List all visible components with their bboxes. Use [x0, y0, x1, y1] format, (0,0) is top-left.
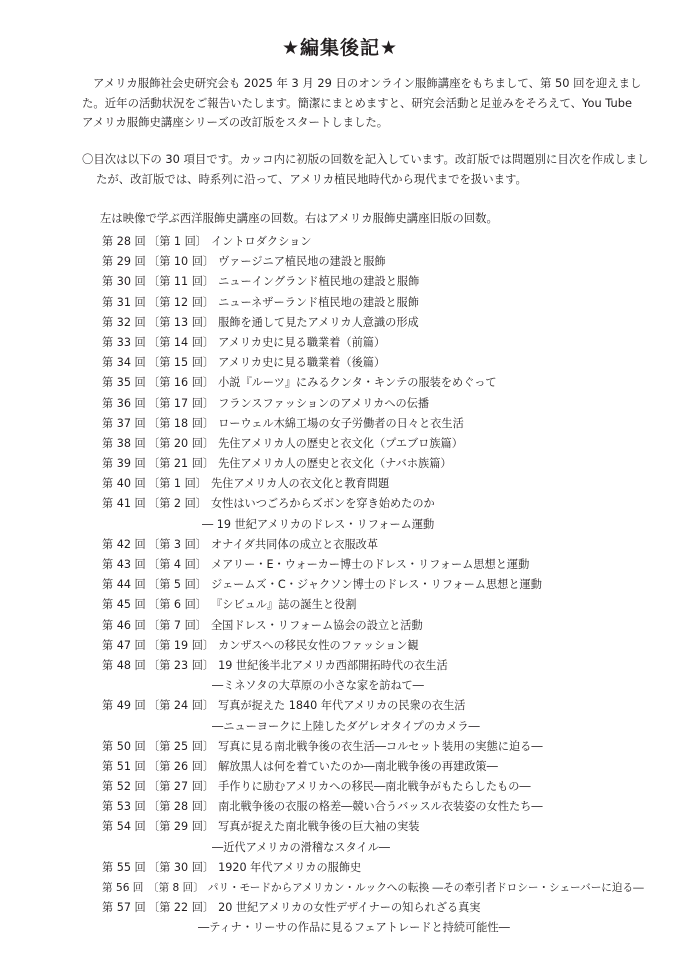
episode-number: 第 48 回: [102, 658, 146, 672]
original-number: 〔第 3 回〕: [148, 537, 207, 551]
episode-number: 第 51 回: [102, 759, 146, 773]
list-item: [102, 898, 674, 918]
episode-number: 第 40 回: [102, 477, 146, 491]
toc-note: 〇目次は以下の 30 項目です。カッコ内に初版の回数を記入しています。改訂版では問題別に目次を作成しましたが、改訂版では、時系列に沿って、アメリカ植民地時代から現代までを扱います。: [82, 152, 649, 186]
original-number: 〔第 19 回〕: [148, 638, 215, 652]
episode-title: 『シビュル』誌の誕生と役割: [210, 598, 357, 612]
list-item: [102, 817, 674, 837]
list-item: [102, 353, 674, 373]
episode-number: 第 35 回: [102, 376, 146, 390]
list-item: [102, 636, 674, 656]
episode-number: 第 33 回: [102, 335, 146, 349]
episode-number: 第 34 回: [102, 356, 146, 370]
list-item-subtitle: [102, 515, 674, 535]
episode-number: 第 28 回: [102, 235, 146, 248]
episode-number: 第 49 回: [102, 699, 146, 713]
episode-number: 第 57 回: [102, 901, 146, 915]
list-item-subtitle: [102, 676, 674, 696]
episode-number: 第 39 回: [102, 457, 146, 471]
episode-number: 第 36 回: [102, 396, 146, 410]
episode-title: ニューイングランド植民地の建設と服飾: [218, 275, 420, 289]
episode-title: 先住アメリカ人の歴史と衣文化（ナバホ族篇）: [218, 457, 452, 471]
original-number: 〔第 28 回〕: [148, 800, 215, 814]
intro-paragraph: アメリカ服飾社会史研究会も 2025 年 3 月 29 日のオンライン服飾講座をもちまして、第 50 回を迎えました。近年の活動状況をご報告いたします。簡潔にまとめますと、研究会活動と足並みをそろえて、You Tube アメリカ服飾史講座シリーズの改訂版をスタートしました。: [82, 76, 642, 129]
list-item: [102, 858, 674, 878]
list-item: [102, 434, 674, 454]
episode-title: 20 世紀アメリカの女性デザイナーの知られざる真実: [218, 901, 481, 915]
episode-title: ニューネザーランド植民地の建設と服飾: [218, 295, 419, 309]
original-number: 〔第 2 回〕: [148, 497, 207, 511]
list-item: [102, 373, 674, 393]
list-item-subtitle: [102, 918, 674, 938]
original-number: 〔第 24 回〕: [148, 699, 215, 713]
episode-title: 手作りに励むアメリカへの移民―南北戦争がもたらしたもの―: [218, 780, 531, 794]
original-number: 〔第 26 回〕: [148, 759, 215, 773]
original-number: 〔第 27 回〕: [148, 780, 215, 794]
episode-number: 第 32 回: [102, 315, 146, 329]
original-number: 〔第 6 回〕: [148, 598, 207, 612]
list-item-subtitle: [102, 717, 674, 737]
list-item: [102, 252, 674, 272]
episode-list: [102, 232, 674, 939]
original-number: 〔第 18 回〕: [148, 416, 215, 430]
episode-title: 南北戦争後の衣服の格差―競い合うバッスル衣装姿の女性たち―: [218, 800, 543, 814]
episode-number: 第 47 回: [102, 638, 146, 652]
episode-title: 1920 年代アメリカの服飾史: [218, 860, 362, 874]
episode-number: 第 43 回: [102, 558, 146, 571]
episode-title: 写真が捉えた 1840 年代アメリカの民衆の衣生活: [218, 699, 466, 713]
list-item: [102, 757, 674, 777]
original-number: 〔第 5 回〕: [148, 578, 207, 592]
episode-title: メアリー・E・ウォーカー博士のドレス・リフォーム思想と運動: [210, 558, 530, 571]
episode-title: 先住アメリカ人の歴史と衣文化（プエブロ族篇）: [218, 436, 463, 450]
original-number: 〔第 7 回〕: [148, 618, 207, 632]
original-number: 〔第 14 回〕: [148, 335, 215, 349]
episode-number: 第 29 回: [102, 255, 146, 269]
list-item: [102, 293, 674, 313]
list-item: [102, 737, 674, 757]
original-number: 〔第 10 回〕: [148, 255, 215, 269]
original-number: 〔第 13 回〕: [148, 315, 215, 329]
episode-number: 第 37 回: [102, 416, 146, 430]
original-number: 〔第 11 回〕: [148, 275, 215, 289]
episode-subtitle: ―ティナ・リーサの作品に見るフェアトレードと持続可能性―: [198, 921, 510, 935]
episode-number: 第 45 回: [102, 598, 146, 612]
list-item: [102, 797, 674, 817]
original-number: 〔第 8 回〕: [148, 882, 204, 894]
list-item: [102, 575, 674, 595]
episode-title: オナイダ共同体の成立と衣服改革: [210, 537, 379, 551]
list-item: [102, 878, 674, 898]
original-number: 〔第 15 回〕: [148, 356, 215, 370]
list-item: [102, 474, 674, 494]
original-number: 〔第 21 回〕: [148, 457, 215, 471]
list-item: [102, 272, 674, 292]
episode-title: 解放黒人は何を着ていたのか―南北戦争後の再建政策―: [218, 759, 498, 773]
list-item: [102, 394, 674, 414]
original-number: 〔第 23 回〕: [148, 658, 215, 672]
episode-title: 19 世紀後半北アメリカ西部開拓時代の衣生活: [218, 658, 448, 672]
original-number: 〔第 1 回〕: [148, 235, 207, 248]
episode-title: 女性はいつごろからズボンを穿き始めたのか: [210, 497, 435, 511]
original-number: 〔第 20 回〕: [148, 436, 215, 450]
list-item: [102, 656, 674, 676]
episode-number: 第 53 回: [102, 800, 146, 814]
episode-subtitle: ―ミネソタの大草原の小さな家を訪ねて―: [212, 679, 424, 693]
list-item: [102, 535, 674, 555]
list-item: [102, 333, 674, 353]
legend-note: 左は映像で学ぶ西洋服飾史講座の回数。右はアメリカ服飾史講座旧版の回数。: [100, 211, 498, 225]
episode-number: 第 52 回: [102, 780, 146, 794]
episode-number: 第 55 回: [102, 860, 146, 874]
original-number: 〔第 4 回〕: [148, 558, 207, 571]
episode-title: 全国ドレス・リフォーム協会の設立と活動: [210, 618, 423, 632]
episode-number: 第 31 回: [102, 295, 146, 309]
original-number: 〔第 1 回〕: [148, 477, 207, 491]
episode-number: 第 46 回: [102, 618, 146, 632]
episode-title: 小説『ルーツ』にみるクンタ・キンテの服装をめぐって: [218, 376, 497, 390]
episode-number: 第 30 回: [102, 275, 146, 289]
episode-title: 写真が捉えた南北戦争後の巨大袖の実装: [218, 820, 420, 834]
episode-subtitle: ―近代アメリカの滑稽なスタイル―: [212, 840, 390, 854]
episode-number: 第 44 回: [102, 578, 146, 592]
episode-subtitle: ― 19 世紀アメリカのドレス・リフォーム運動: [202, 517, 435, 531]
list-item: [102, 454, 674, 474]
list-item: [102, 414, 674, 434]
episode-title: 服飾を通して見たアメリカ人意識の形成: [218, 315, 419, 329]
list-item: [102, 494, 674, 514]
episode-subtitle: ―ニューヨークに上陸したダゲレオタイプのカメラ―: [212, 719, 480, 733]
page-title: ★編集後記★: [281, 37, 399, 59]
episode-title: フランスファッションのアメリカへの伝播: [218, 396, 430, 410]
episode-title: ジェームズ・C・ジャクソン博士のドレス・リフォーム思想と運動: [210, 578, 542, 592]
original-number: 〔第 25 回〕: [148, 739, 215, 753]
episode-number: 第 41 回: [102, 497, 146, 511]
episode-title: アメリカ史に見る職業着（前篇）: [218, 335, 386, 349]
episode-title: ローウェル木綿工場の女子労働者の日々と衣生活: [218, 416, 464, 430]
episode-title: 写真に見る南北戦争後の衣生活―コルセット装用の実態に迫る―: [218, 739, 543, 753]
episode-title: アメリカ史に見る職業着（後篇）: [218, 356, 386, 370]
list-item: [102, 555, 674, 575]
original-number: 〔第 16 回〕: [148, 376, 215, 390]
original-number: 〔第 12 回〕: [148, 295, 215, 309]
episode-number: 第 38 回: [102, 436, 146, 450]
list-item: [102, 313, 674, 333]
list-item: [102, 595, 674, 615]
episode-title: イントロダクション: [210, 235, 312, 248]
list-item: [102, 696, 674, 716]
episode-title: カンザスへの移民女性のファッション観: [218, 638, 419, 652]
list-item-subtitle: [102, 838, 674, 858]
original-number: 〔第 29 回〕: [148, 820, 215, 834]
original-number: 〔第 17 回〕: [148, 396, 215, 410]
episode-title: 先住アメリカ人の衣文化と教育問題: [210, 477, 390, 491]
list-item: [102, 616, 674, 636]
list-item: [102, 777, 674, 797]
episode-title: パリ・モードからアメリカン・ルックへの転換 ―その牽引者ドロシー・シェーバーに迫る―: [207, 882, 644, 894]
episode-title: ヴァージニア植民地の建設と服飾: [218, 255, 386, 269]
episode-number: 第 54 回: [102, 820, 146, 834]
original-number: 〔第 22 回〕: [148, 901, 215, 915]
episode-number: 第 50 回: [102, 739, 146, 753]
original-number: 〔第 30 回〕: [148, 860, 215, 874]
list-item: [102, 232, 674, 252]
episode-number: 第 56 回: [102, 882, 144, 894]
episode-number: 第 42 回: [102, 537, 146, 551]
